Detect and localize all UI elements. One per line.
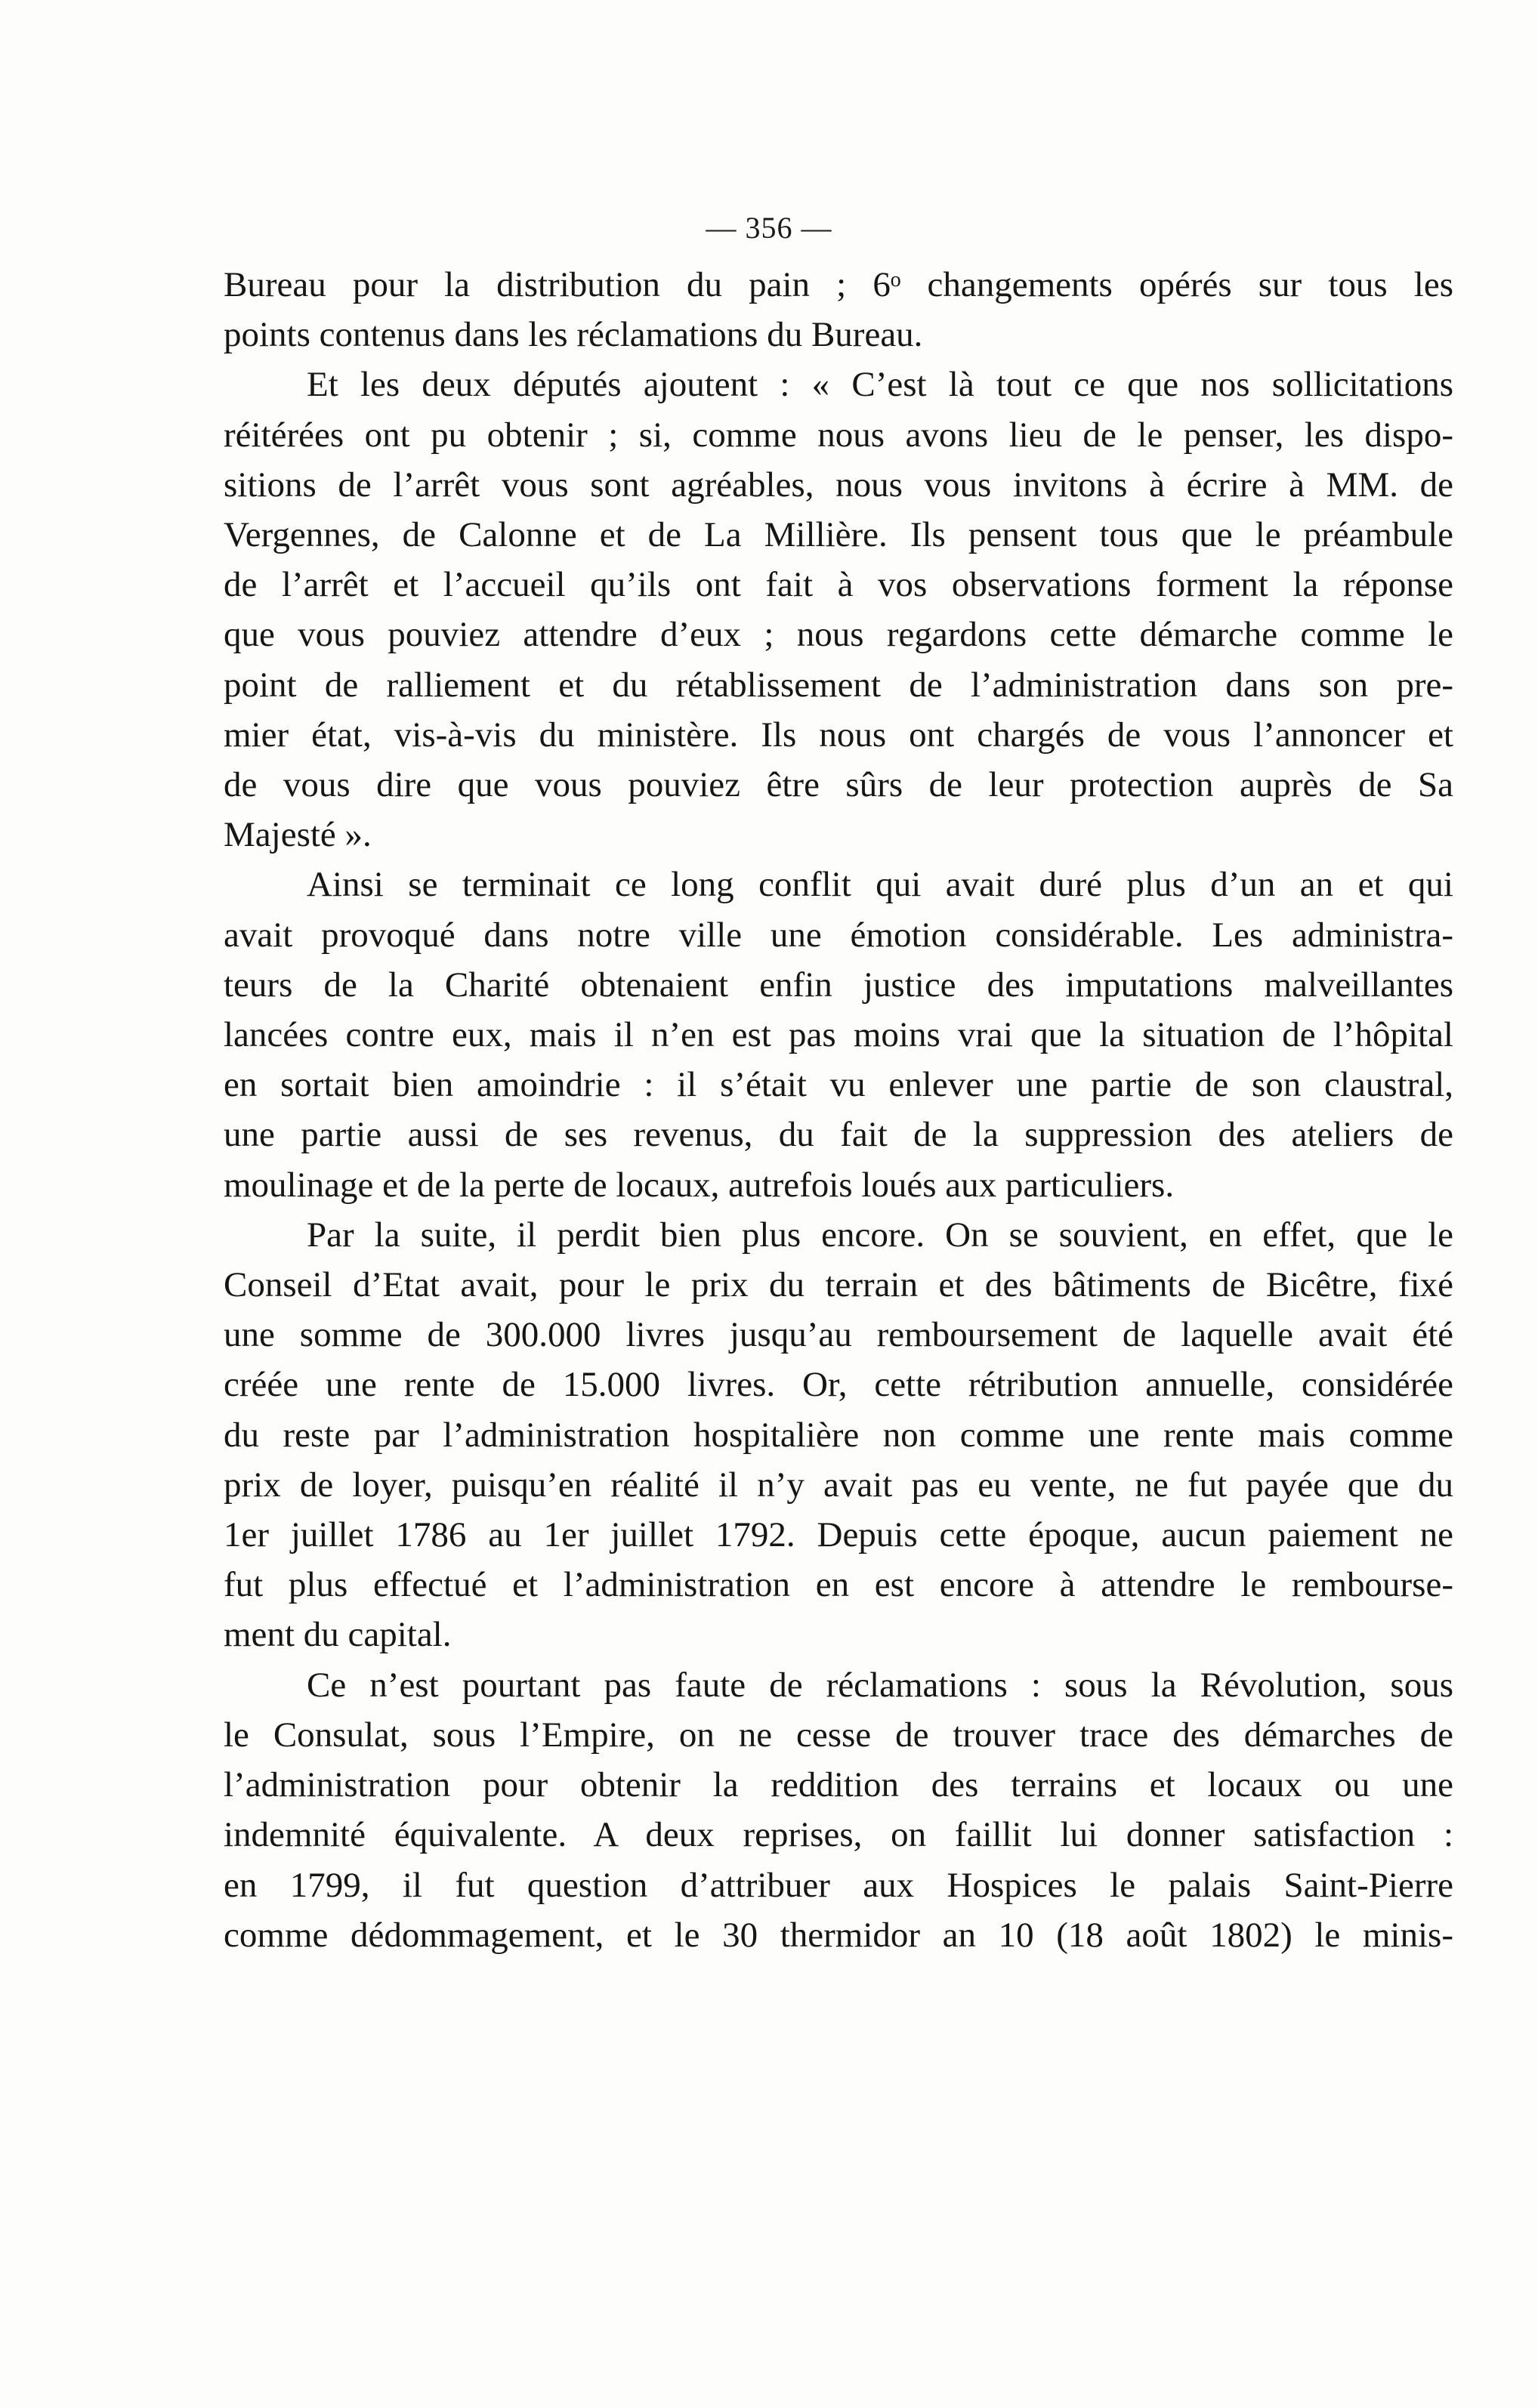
text-line: Par la suite, il perdit bien plus encore. On se souvient, en effet, que le bbox=[307, 1215, 1453, 1255]
text-line: une somme de 300.000 livres jusqu’au remboursement de laquelle avait été bbox=[224, 1315, 1453, 1355]
text-line: ment du capital. bbox=[224, 1615, 452, 1655]
text-line: une partie aussi de ses revenus, du fait de la suppression des ateliers de bbox=[224, 1115, 1453, 1155]
text-line: points contenus dans les réclamations du Bureau. bbox=[224, 315, 923, 355]
text-line: Conseil d’Etat avait, pour le prix du terrain et des bâtiments de Bicêtre, fixé bbox=[224, 1265, 1453, 1305]
text-line: Majesté ». bbox=[224, 815, 372, 855]
text-line: prix de loyer, puisqu’en réalité il n’y avait pas eu vente, ne fut payée que du bbox=[224, 1465, 1453, 1505]
text-line: Bureau pour la distribution du pain ; 6ᵒ changements opérés sur tous les bbox=[224, 265, 1453, 304]
text-line: sitions de l’arrêt vous sont agréables, nous vous invitons à écrire à MM. de bbox=[224, 465, 1453, 505]
text-line: de vous dire que vous pouviez être sûrs de leur protection auprès de Sa bbox=[224, 765, 1453, 805]
text-line: réitérées ont pu obtenir ; si, comme nous avons lieu de le penser, les dispo- bbox=[224, 415, 1453, 455]
text-line: créée une rente de 15.000 livres. Or, cette rétribution annuelle, considérée bbox=[224, 1365, 1453, 1405]
text-line: du reste par l’administration hospitalière non comme une rente mais comme bbox=[224, 1415, 1453, 1455]
text-line: 1er juillet 1786 au 1er juillet 1792. Depuis cette époque, aucun paiement ne bbox=[224, 1515, 1453, 1555]
text-line: que vous pouviez attendre d’eux ; nous regardons cette démarche comme le bbox=[224, 615, 1453, 655]
text-line: Vergennes, de Calonne et de La Millière. Ils pensent tous que le préambule bbox=[224, 515, 1453, 555]
text-line: fut plus effectué et l’administration en est encore à attendre le rembourse- bbox=[224, 1565, 1453, 1605]
text-line: Ainsi se terminait ce long conflit qui avait duré plus d’un an et qui bbox=[307, 865, 1453, 905]
text-line: l’administration pour obtenir la reddition des terrains et locaux ou une bbox=[224, 1765, 1453, 1805]
text-line: de l’arrêt et l’accueil qu’ils ont fait à vos observations forment la réponse bbox=[224, 565, 1453, 605]
text-line: point de ralliement et du rétablissement de l’administration dans son pre- bbox=[224, 665, 1453, 705]
paragraph-5 bbox=[224, 1660, 1453, 1960]
text-line: mier état, vis-à-vis du ministère. Ils nous ont chargés de vous l’annoncer et bbox=[224, 715, 1453, 755]
text-line: en 1799, il fut question d’attribuer aux Hospices le palais Saint-Pierre bbox=[224, 1865, 1453, 1905]
text-line: teurs de la Charité obtenaient enfin justice des imputations malveillantes bbox=[224, 965, 1453, 1005]
paragraph-2 bbox=[224, 360, 1453, 860]
text-line: lancées contre eux, mais il n’en est pas moins vrai que la situation de l’hôpital bbox=[224, 1015, 1453, 1055]
text-line: Ce n’est pourtant pas faute de réclamations : sous la Révolution, sous bbox=[307, 1665, 1453, 1705]
page-number: — 356 — bbox=[706, 211, 832, 245]
text-line: avait provoqué dans notre ville une émotion considérable. Les administra- bbox=[224, 915, 1453, 955]
paragraph-4 bbox=[224, 1210, 1453, 1660]
text-line: le Consulat, sous l’Empire, on ne cesse de trouver trace des démarches de bbox=[224, 1715, 1453, 1755]
paragraph-1 bbox=[224, 260, 1453, 360]
text-line: Et les deux députés ajoutent : « C’est là tout ce que nos sollicitations bbox=[307, 365, 1453, 405]
text-line: comme dédommagement, et le 30 thermidor an 10 (18 août 1802) le minis- bbox=[224, 1915, 1453, 1955]
text-line: moulinage et de la perte de locaux, autrefois loués aux particuliers. bbox=[224, 1165, 1175, 1205]
body-text bbox=[224, 260, 1453, 1960]
text-line: en sortait bien amoindrie : il s’était vu enlever une partie de son claustral, bbox=[224, 1065, 1453, 1105]
paragraph-3 bbox=[224, 860, 1453, 1209]
text-line: indemnité équivalente. A deux reprises, on faillit lui donner satisfaction : bbox=[224, 1815, 1453, 1855]
